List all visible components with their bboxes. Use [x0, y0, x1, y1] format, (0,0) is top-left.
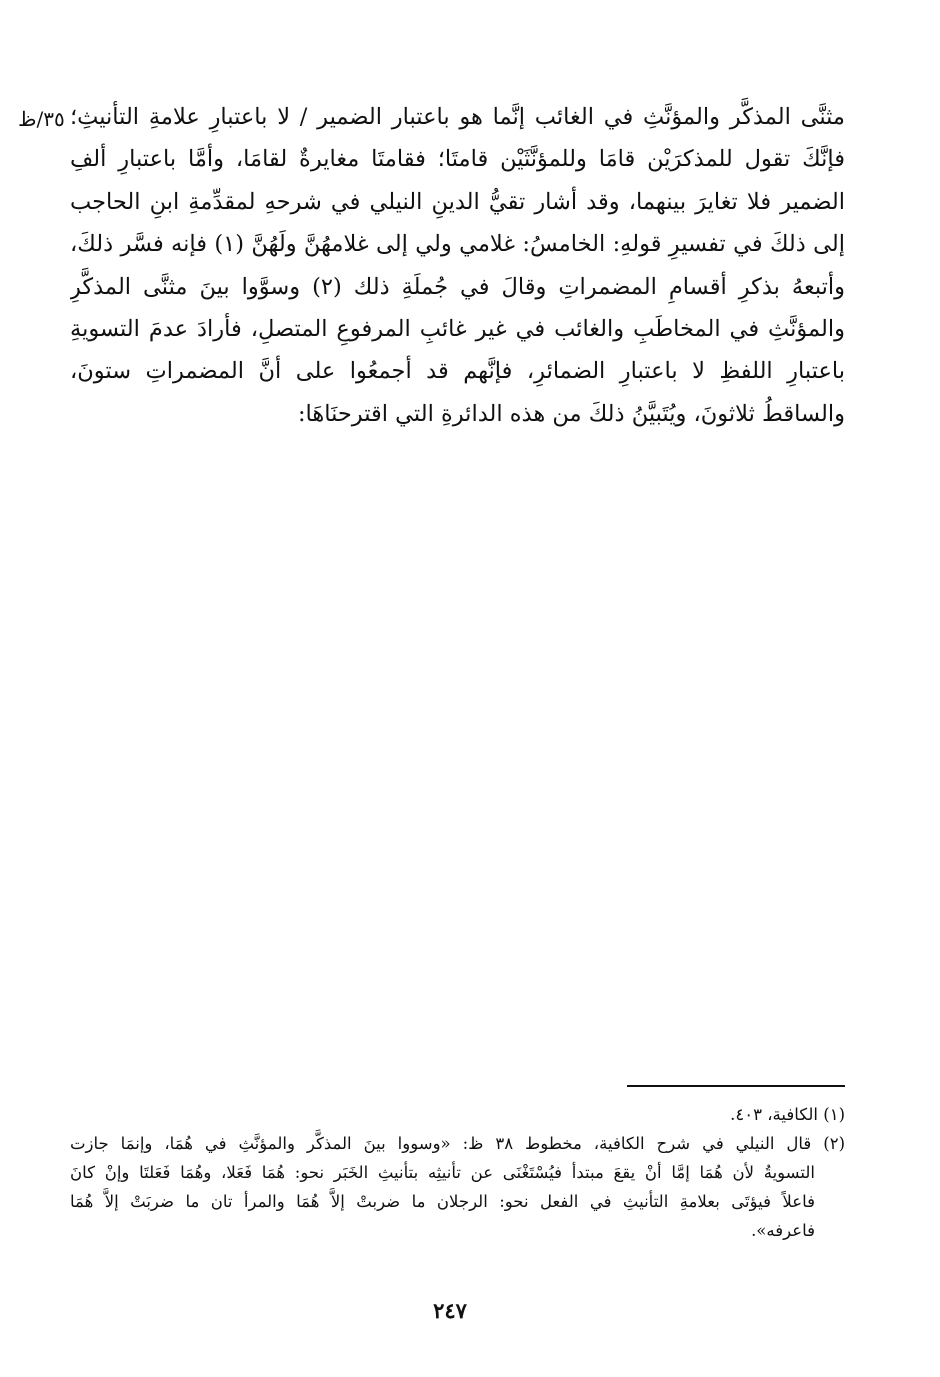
footnote-separator: [627, 1085, 845, 1087]
text-line: والمؤنَّثِ في المخاطَبِ والغائب في غير غائبِ المرفوعِ المتصلِ، فأرادَ عدمَ التسويةِ: [70, 315, 845, 342]
text-line: إلى ذلكَ في تفسيرِ قولهِ: الخامسُ: غلامي ولي إلى غلامهُنَّ ولَهُنَّ (١) فإنه فسَّر ذلكَ،: [70, 231, 845, 258]
margin-folio-marker: ٣٥/ظ: [18, 107, 65, 131]
text-line: مثنَّى المذكَّر والمؤنَّثِ في الغائب إنَّما هو باعتبار الضمير / لا باعتبارِ علامةِ التأنيثِ؛: [70, 104, 845, 130]
text-line: الضمير فلا تغايرَ بينهما، وقد أشار تقيُّ الدينِ النيلي في شرحهِ لمقدِّمةِ ابنِ الحاجب: [70, 188, 845, 215]
footnote-1: (١) الكافية، ٤٠٣.: [730, 1105, 845, 1124]
footnote-2-line: التسويةُ لأن هُمَا إمَّا أنْ يقعَ مبتدأ فيُسْتَغْنَى عن تأنيثِه بتأنيثِ الخَبَر نحو: هُمَا فَعَلا، وهُمَا فَعَلتَا وإنْ كانَ: [70, 1163, 815, 1182]
text-line: باعتبارِ اللفظِ لا باعتبارِ الضمائرِ، فإنَّهم قد أجمعُوا على أنَّ المضمراتِ ستونَ،: [70, 358, 845, 385]
footnotes-block: [70, 1100, 845, 1245]
page-number: ٢٤٧: [433, 1298, 467, 1323]
footnote-2-line: (٢) قال النيلي في شرح الكافية، مخطوط ٣٨ ظ: «وسووا بينَ المذكَّر والمؤنَّثِ في هُمَا، وإنمَا جازت: [70, 1134, 845, 1153]
footnote-2-line: فاعرفه».: [751, 1221, 815, 1240]
text-line: والساقطُ ثلاثونَ، ويُتَبيَّنُ ذلكَ من هذه الدائرةِ التي اقترحنَاهَا:: [297, 400, 845, 427]
text-line: فإنَّكَ تقول للمذكرَيْن قامَا وللمؤنَّثَيْن قامتَا؛ فقامتَا مغايرةٌ لقامَا، وأمَّا باعتبارِ ألفِ: [70, 146, 845, 173]
text-line: وأتبعهُ بذكرِ أقسامِ المضمراتِ وقالَ في جُملَةِ ذلك (٢) وسوَّوا بينَ مثنَّى المذكَّرِ: [70, 273, 845, 300]
main-text-block: [70, 96, 845, 435]
footnote-2-line: فاعلاً فيؤتَى بعلامةِ التأنيثِ في الفعل نحو: الرجلان ما ضربتْ إلاَّ هُمَا والمرأ تان ما ضربَتْ إلاَّ هُمَا: [70, 1192, 815, 1211]
